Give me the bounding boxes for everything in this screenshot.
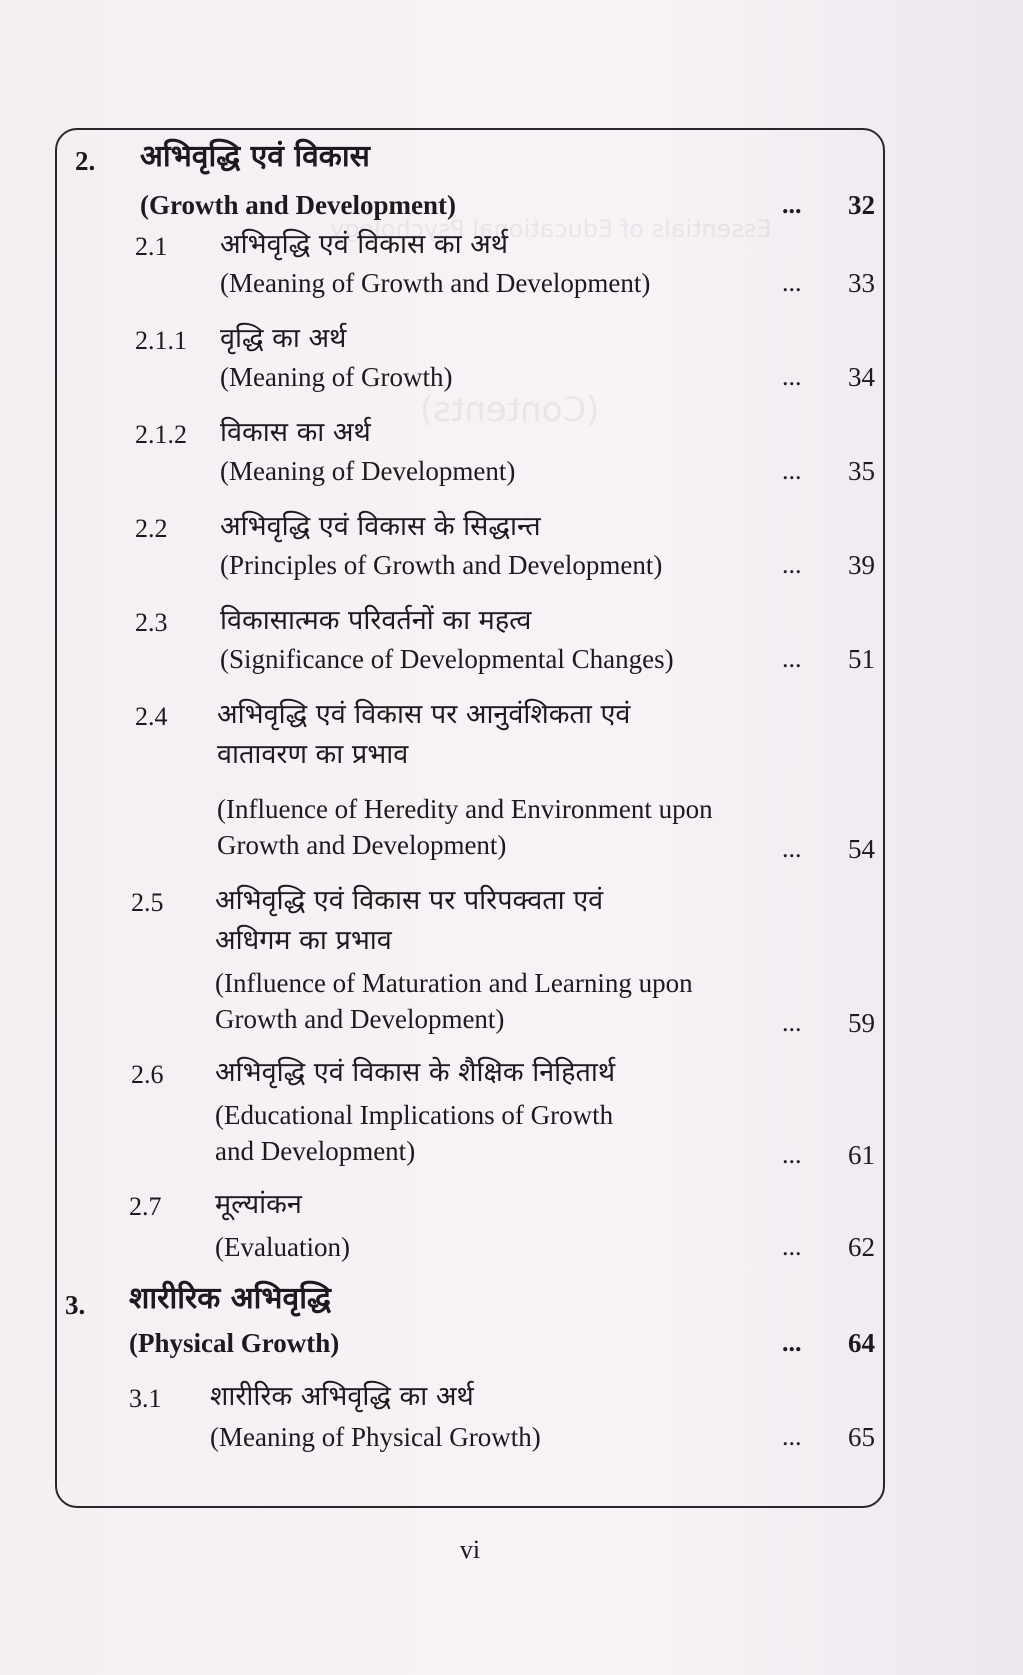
hindi-title: अभिवृद्धि एवं विकास का अर्थ [220, 229, 509, 260]
hindi-title: विकासात्मक परिवर्तनों का महत्व [220, 605, 532, 636]
page-number: 61 [848, 1140, 875, 1170]
english-title: (Significance of Developmental Changes) [220, 644, 674, 674]
page-footer-number: vi [459, 1535, 481, 1564]
section-number: 2.6 [131, 1060, 164, 1089]
hindi-title: अभिवृद्धि एवं विकास के शैक्षिक निहितार्थ [215, 1057, 616, 1088]
page-number: 39 [848, 550, 875, 580]
leader-dots: ... [782, 644, 802, 673]
page-number: 62 [848, 1232, 875, 1262]
english-title: (Meaning of Physical Growth) [210, 1422, 541, 1452]
leader-dots: ... [782, 456, 802, 485]
english-title-line-2: and Development) [215, 1136, 416, 1166]
chapter-number: 2. [75, 146, 96, 176]
hindi-title-line-2: वातावरण का प्रभाव [217, 739, 409, 770]
page-number: 54 [848, 834, 875, 864]
show-through-text: (Contents) [420, 390, 600, 430]
english-title-line-2: Growth and Development) [215, 1004, 505, 1034]
hindi-title: अभिवृद्धि एवं विकास के सिद्धान्त [220, 511, 541, 542]
page-number: 59 [848, 1008, 875, 1038]
page-number: 35 [848, 456, 875, 486]
hindi-title: विकास का अर्थ [220, 417, 371, 448]
section-number: 2.4 [135, 702, 168, 731]
section-number: 2.2 [135, 514, 168, 543]
english-title: (Meaning of Growth) [220, 362, 453, 392]
hindi-title: वृद्धि का अर्थ [220, 323, 347, 354]
hindi-title: मूल्यांकन [215, 1189, 302, 1220]
page-number: 32 [848, 190, 875, 220]
english-title-line-2: Growth and Development) [217, 830, 507, 860]
page-number: 51 [848, 644, 875, 674]
english-title-line-1: (Educational Implications of Growth [215, 1100, 614, 1130]
english-title-line-1: (Influence of Heredity and Environment upon [217, 794, 713, 824]
leader-dots: ... [782, 1422, 802, 1451]
leader-dots: ... [782, 834, 802, 863]
hindi-title: अभिवृद्धि एवं विकास [140, 139, 370, 174]
page-number: 33 [848, 268, 875, 298]
leader-dots: ... [782, 1008, 802, 1037]
hindi-title: शारीरिक अभिवृद्धि [129, 1281, 331, 1316]
leader-dots: ... [782, 1328, 802, 1357]
leader-dots: ... [782, 550, 802, 579]
hindi-title-line-1: अभिवृद्धि एवं विकास पर आनुवंशिकता एवं [217, 699, 631, 730]
page-number: 64 [848, 1328, 875, 1358]
show-through-text: Essentials of Educational Psychology [330, 215, 772, 243]
leader-dots: ... [782, 268, 802, 297]
english-title: (Principles of Growth and Development) [220, 550, 663, 580]
leader-dots: ... [782, 362, 802, 391]
hindi-title: शारीरिक अभिवृद्धि का अर्थ [210, 1381, 474, 1412]
leader-dots: ... [782, 1232, 802, 1261]
english-title: (Physical Growth) [129, 1328, 340, 1358]
hindi-title-line-2: अधिगम का प्रभाव [215, 925, 392, 956]
english-title: (Meaning of Development) [220, 456, 516, 486]
section-number: 2.1 [135, 232, 168, 261]
page-number: 34 [848, 362, 875, 392]
page-number: 65 [848, 1422, 875, 1452]
chapter-number: 3. [65, 1290, 86, 1320]
leader-dots: ... [782, 190, 802, 219]
section-number: 2.1.1 [135, 326, 187, 355]
contents-box [55, 128, 885, 1508]
english-title: (Meaning of Growth and Development) [220, 268, 651, 298]
section-number: 3.1 [129, 1384, 162, 1413]
section-number: 2.7 [129, 1192, 162, 1221]
section-number: 2.5 [131, 888, 164, 917]
english-title: (Evaluation) [215, 1232, 350, 1262]
section-number: 2.3 [135, 608, 168, 637]
english-title: (Growth and Development) [140, 190, 456, 220]
section-number: 2.1.2 [135, 420, 187, 449]
leader-dots: ... [782, 1140, 802, 1169]
english-title-line-1: (Influence of Maturation and Learning upon [215, 968, 693, 998]
hindi-title-line-1: अभिवृद्धि एवं विकास पर परिपक्वता एवं [215, 885, 604, 916]
